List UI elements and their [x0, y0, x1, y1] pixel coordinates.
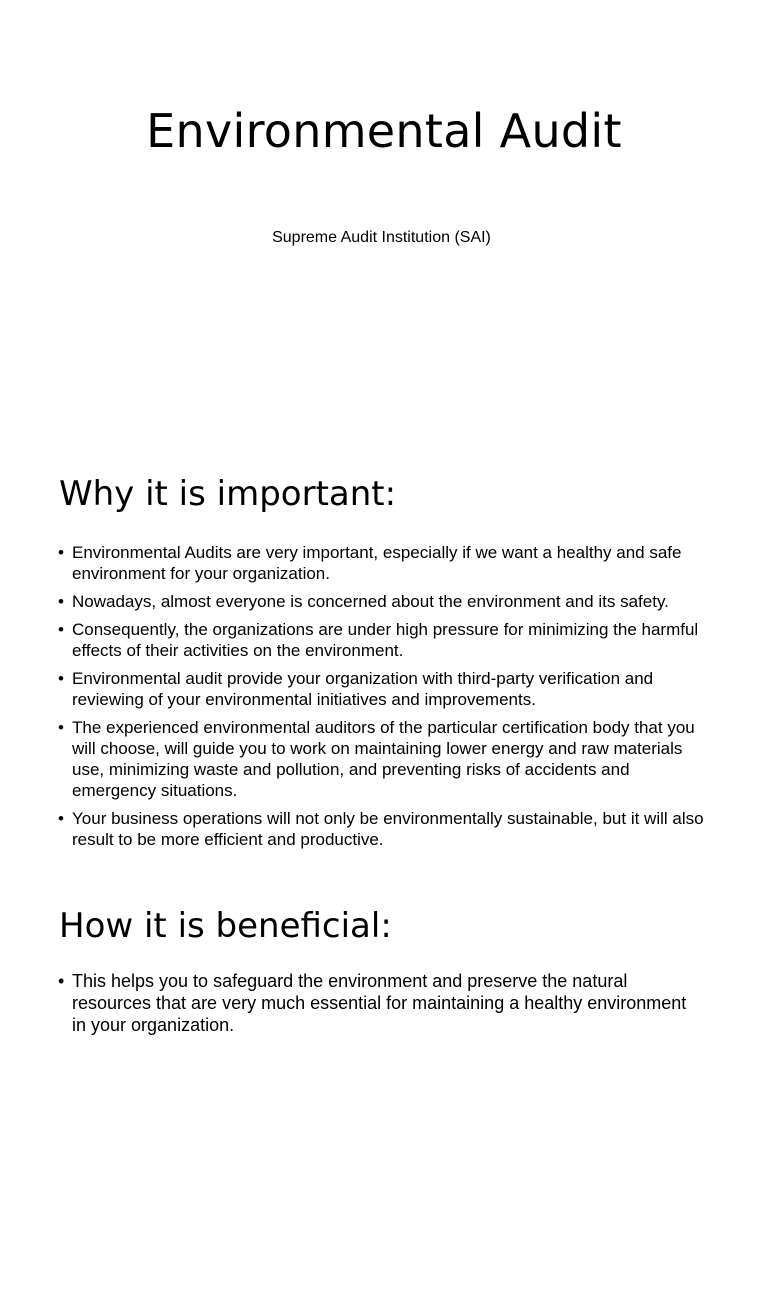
bullet-item: • The experienced environmental auditors of the particular certification body that you will choose, will guide you to work on maintaining lower energy and raw materials use, minimizing waste and pollution, and preventing risks of accidents and emergency situations.	[72, 717, 712, 801]
bullet-item: • Your business operations will not only be environmentally sustainable, but it will also result to be more efficient and productive.	[72, 808, 712, 850]
bullet-item: • Environmental Audits are very important, especially if we want a healthy and safe environment for your organization.	[72, 542, 712, 584]
importance-slide	[0, 432, 768, 864]
bullet-item: • Environmental audit provide your organization with third-party verification and reviewing of your environmental initiatives and improvements.	[72, 668, 712, 710]
bullet-item: • Consequently, the organizations are under high pressure for minimizing the harmful effects of their activities on the environment.	[72, 619, 712, 661]
document-title: Environmental Audit	[146, 104, 622, 158]
benefits-bullet-list	[72, 970, 702, 1043]
bullet-item: • This helps you to safeguard the environment and preserve the natural resources that are very much essential for maintaining a healthy environment in your organization.	[72, 970, 702, 1036]
importance-heading: Why it is important:	[59, 474, 397, 514]
title-slide	[0, 0, 768, 432]
benefits-heading: How it is beneficial:	[59, 906, 392, 946]
benefits-slide	[0, 864, 768, 1296]
document-subtitle: Supreme Audit Institution (SAI)	[272, 229, 491, 246]
bullet-item: • Nowadays, almost everyone is concerned about the environment and its safety.	[72, 591, 712, 612]
importance-bullet-list	[72, 542, 712, 857]
